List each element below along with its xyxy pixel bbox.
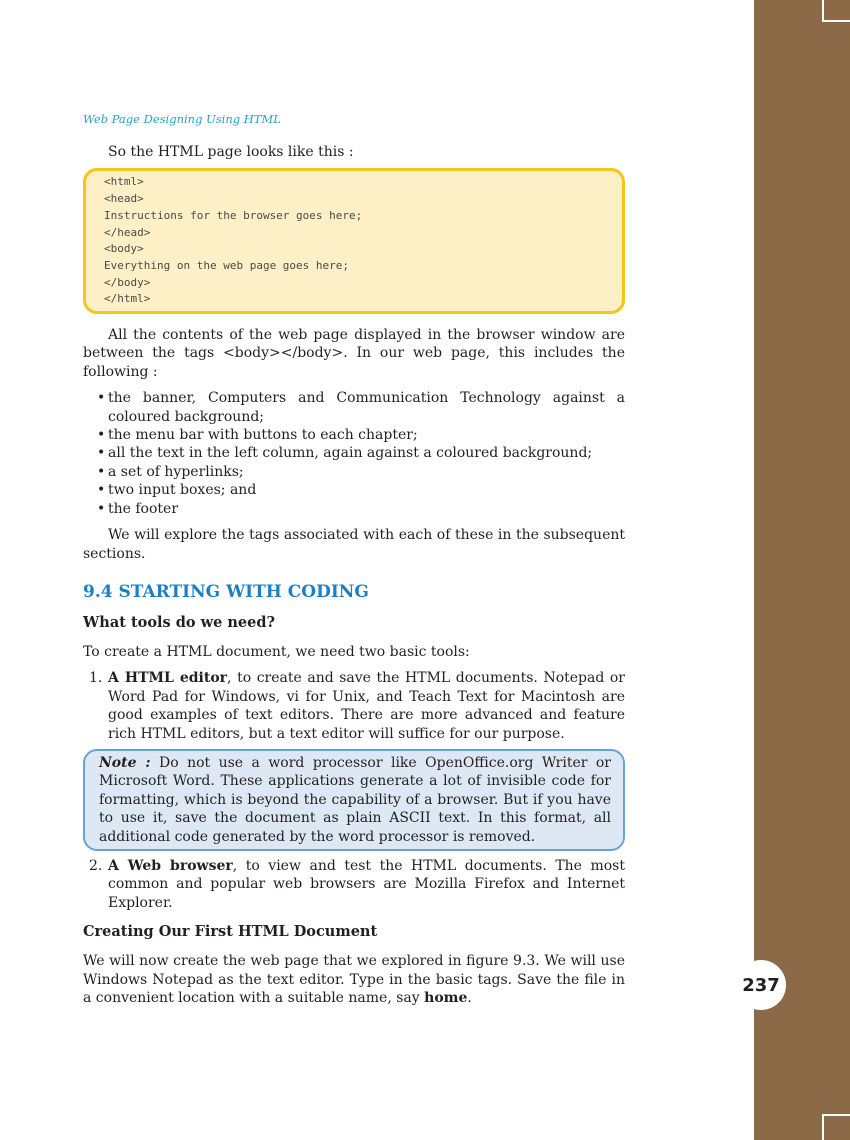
list-item-text: the footer xyxy=(108,500,179,517)
crop-mark-bottom xyxy=(822,1114,850,1140)
note-label: Note : xyxy=(99,754,151,771)
page-content xyxy=(83,143,625,1007)
page-number: 237 xyxy=(736,960,786,1010)
tools-list-continued xyxy=(83,857,625,912)
note-text: Do not use a word processor like OpenOffice.org Writer or Microsoft Word. These applications generate a lot of invisible code for formatting, which is beyond the capability of a browser. But if you have to use it, save the document as plain ASCII text. In this format, all additional code generated by the word processor is removed. xyxy=(99,754,611,845)
intro-paragraph: So the HTML page looks like this : xyxy=(108,144,354,160)
section-heading: 9.4 STARTING WITH CODING xyxy=(83,581,369,602)
tools-paragraph: To create a HTML document, we need two basic tools: xyxy=(83,643,470,660)
explore-paragraph: We will explore the tags associated with each of these in the subsequent sections. xyxy=(83,527,625,562)
list-item-text: all the text in the left column, again against a coloured background; xyxy=(108,445,593,462)
note-box xyxy=(83,749,625,851)
list-item xyxy=(83,669,625,743)
tools-list xyxy=(83,669,625,743)
list-item-text: two input boxes; and xyxy=(108,482,257,499)
code-line: </body> xyxy=(104,275,151,289)
crop-mark-top xyxy=(822,0,850,22)
contents-paragraph: All the contents of the web page displayed in the browser window are between the tags <body></body>. In our web page, this includes the following : xyxy=(83,327,625,380)
code-box xyxy=(83,168,625,314)
code-line: <head> xyxy=(104,192,144,206)
list-item-text: the banner, Computers and Communication Technology against a coloured background; xyxy=(108,390,625,425)
code-line: </html> xyxy=(104,292,151,306)
tool-description: , to view and test the HTML documents. The most common and popular web browsers are Mozilla Firefox and Internet Explorer. xyxy=(108,857,625,911)
list-item xyxy=(83,500,625,518)
first-document-text: We will now create the web page that we explored in figure 9.3. We will use Windows Notepad as the text editor. Type in the basic tags. Save the file in a convenient location with a suitable name, say xyxy=(83,953,625,1006)
first-document-subheading: Creating Our First HTML Document xyxy=(83,923,378,941)
tool-term: A HTML editor xyxy=(108,670,228,687)
code-line: <body> xyxy=(104,242,144,256)
first-document-paragraph xyxy=(83,952,625,1007)
list-item xyxy=(83,857,625,912)
tool-term: A Web browser xyxy=(108,857,233,874)
code-line: </head> xyxy=(104,225,151,239)
list-item-text: the menu bar with buttons to each chapter; xyxy=(108,427,418,444)
bullet-icon: • xyxy=(97,482,106,499)
bullet-icon: • xyxy=(97,427,106,444)
list-item xyxy=(83,444,625,462)
code-line: Everything on the web page goes here; xyxy=(104,258,350,272)
bullet-icon: • xyxy=(97,390,106,407)
running-head: Web Page Designing Using HTML xyxy=(83,112,281,126)
code-line: <html> xyxy=(104,175,144,189)
list-number: 1. xyxy=(89,670,103,687)
home-filename: home xyxy=(424,990,468,1006)
tools-subheading: What tools do we need? xyxy=(83,613,275,631)
list-item xyxy=(83,426,625,444)
bullet-icon: • xyxy=(97,500,106,517)
list-item xyxy=(83,463,625,481)
sentence-end: . xyxy=(467,990,472,1006)
tool-description: , to create and save the HTML documents. Notepad or Word Pad for Windows, vi for Unix, and Teach Text for Macintosh are good examples of text editors. There are more advanced and feature rich HTML editors, but a text editor will suffice for our purpose. xyxy=(108,670,626,742)
code-line: Instructions for the browser goes here; xyxy=(104,208,363,222)
list-item xyxy=(83,481,625,499)
contents-bullet-list xyxy=(83,389,625,518)
bullet-icon: • xyxy=(97,463,106,480)
list-item xyxy=(83,389,625,426)
list-number: 2. xyxy=(89,857,103,874)
bullet-icon: • xyxy=(97,445,106,462)
list-item-text: a set of hyperlinks; xyxy=(108,463,244,480)
